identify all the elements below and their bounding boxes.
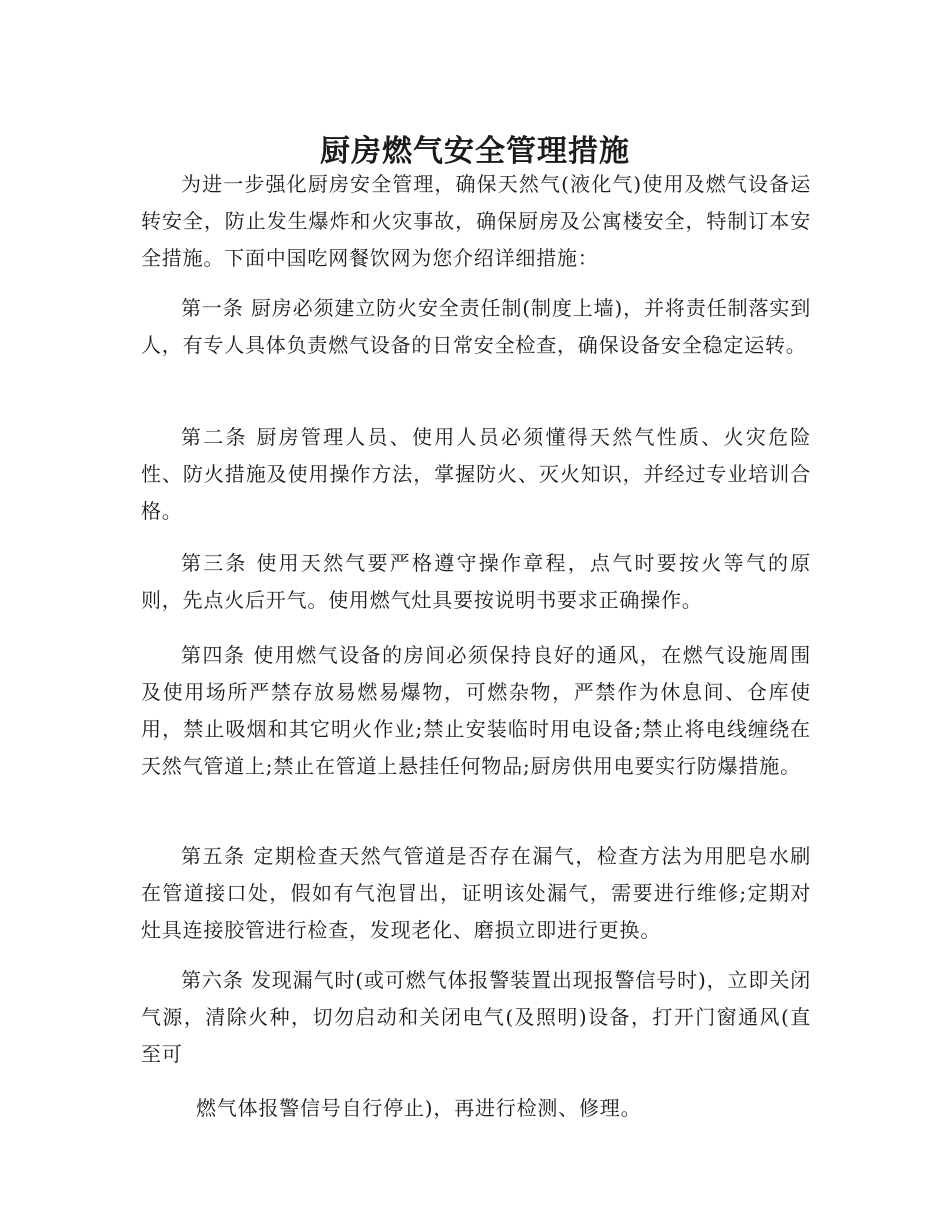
- article-2-paragraph: 第二条 厨房管理人员、使用人员必须懂得天然气性质、火灾危险性、防火措施及使用操作方法，掌握防火、灭火知识，并经过专业培训合格。: [141, 425, 811, 523]
- article-1-paragraph: 第一条 厨房必须建立防火安全责任制(制度上墙)，并将责任制落实到人，有专人具体负责燃气设备的日常安全检查，确保设备安全稳定运转。: [141, 296, 811, 357]
- article-5-paragraph: 第五条 定期检查天然气管道是否存在漏气，检查方法为用肥皂水刷在管道接口处，假如有气泡冒出，证明该处漏气，需要进行维修;定期对灶具连接胶管进行检查，发现老化、磨损立即进行更换。: [141, 844, 811, 942]
- article-6-continuation: 燃气体报警信号自行停止)，再进行检测、修理。: [196, 1096, 642, 1120]
- intro-paragraph: 为进一步强化厨房安全管理，确保天然气(液化气)使用及燃气设备运转安全，防止发生爆炸和火灾事故，确保厨房及公寓楼安全，特制订本安全措施。下面中国吃网餐饮网为您介绍详细措施：: [141, 172, 811, 270]
- article-6-paragraph: 第六条 发现漏气时(或可燃气体报警装置出现报警信号时)，立即关闭气源，清除火种，切勿启动和关闭电气(及照明)设备，打开门窗通风(直至可: [141, 968, 811, 1066]
- article-4-paragraph: 第四条 使用燃气设备的房间必须保持良好的通风，在燃气设施周围及使用场所严禁存放易燃易爆物，可燃杂物，严禁作为休息间、仓库使用，禁止吸烟和其它明火作业;禁止安装临时用电设备;禁止将电线缠绕在天然气管道上;禁止在管道上悬挂任何物品;厨房供用电要实行防爆措施。: [141, 643, 811, 778]
- article-3-paragraph: 第三条 使用天然气要严格遵守操作章程，点气时要按火等气的原则，先点火后开气。使用燃气灶具要按说明书要求正确操作。: [141, 551, 811, 612]
- document-title: 厨房燃气安全管理措施: [320, 134, 630, 170]
